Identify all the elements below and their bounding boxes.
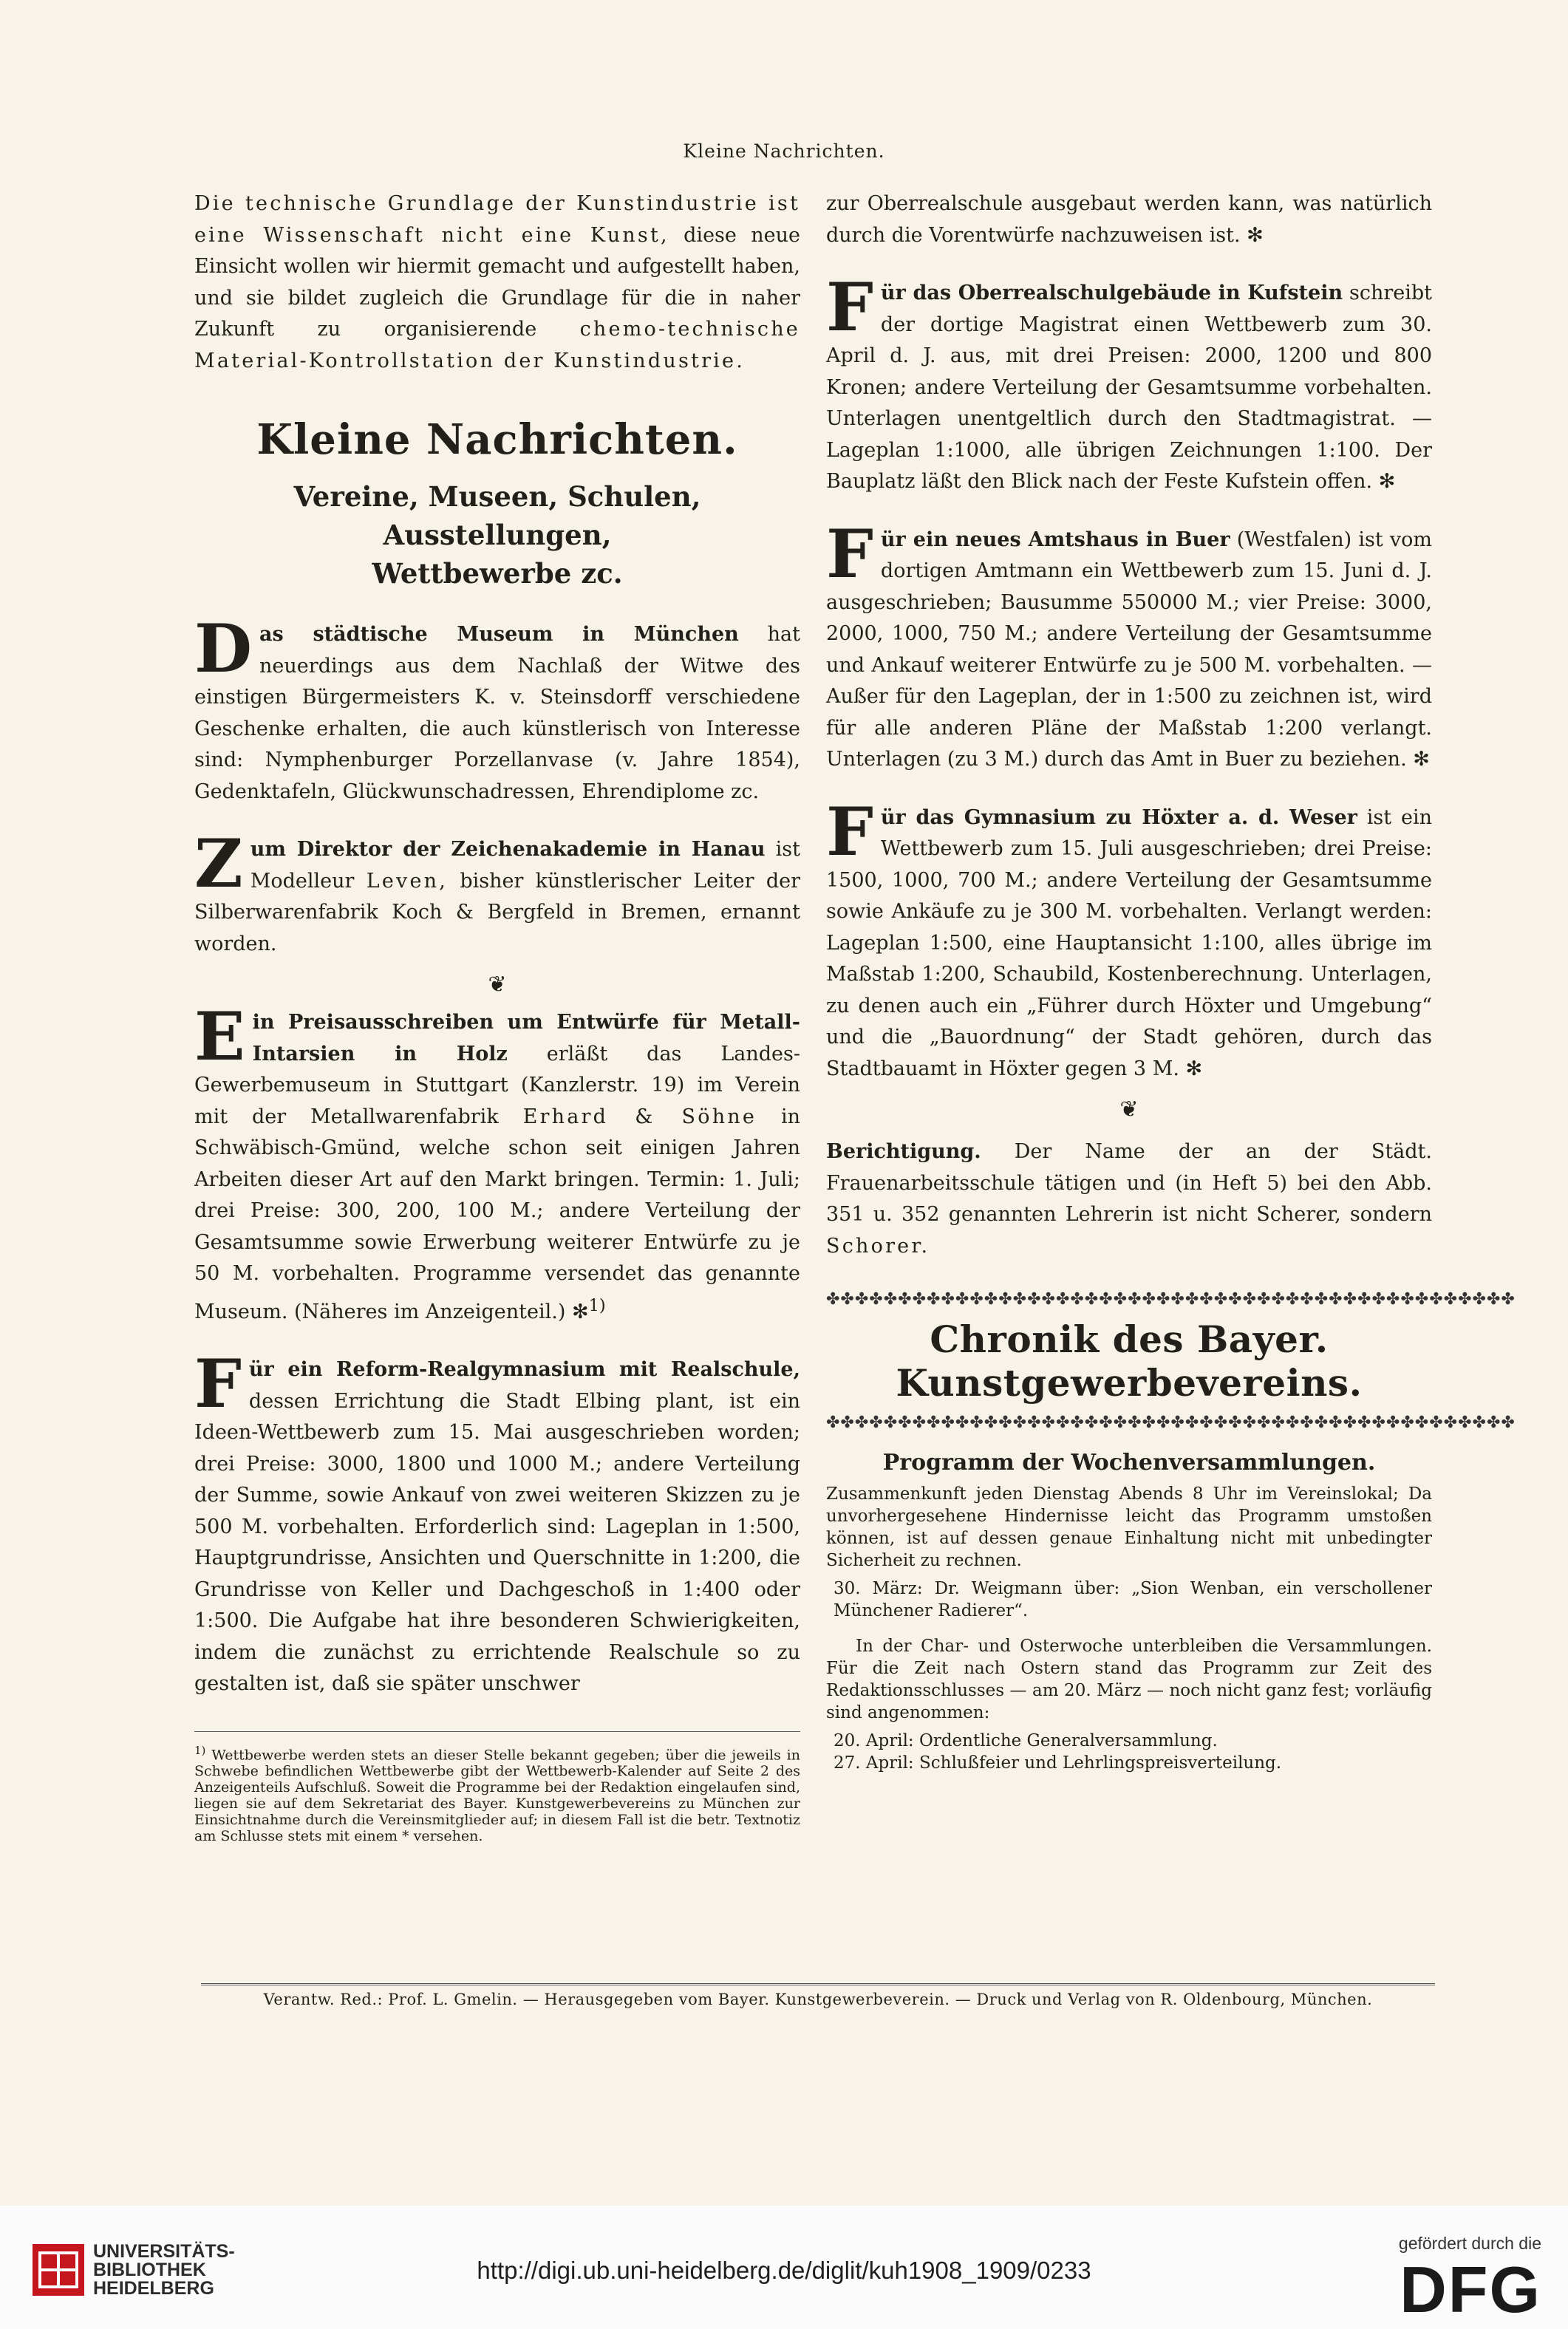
news-lead: in Preisausschreiben um Entwürfe für Metall-Intarsien in Holz bbox=[252, 1011, 800, 1065]
news-text: erläßt das Landes-Gewerbemuseum in Stuttgart (Kanzlerstr. 19) im Verein mit der Metallwarenfabrik bbox=[194, 1042, 800, 1128]
news-item-hoexter bbox=[826, 792, 1433, 1085]
drop-cap: D bbox=[194, 610, 253, 688]
news-text: ist ein Wettbewerb zum 15. Juli ausgeschrieben; drei Preise: 1500, 1000, 700 M.; andere Verteilung der Gesamtsumme sowie Ankäufe zu je 300 M. vorbehalten. Verlangt werden: Lageplan 1:500, eine Hauptansicht 1:100, alles übrige im Maßstab 1:200, Schaubild, Kostenberechnung. Unterlagen, zu denen auch ein „Führer durch Höxter und Umgebung“ und die „Bauordnung“ der Stadt gehören, durch das Stadtbauamt in Höxter gegen 3 M. ✻ bbox=[826, 805, 1433, 1080]
program-intro: Zusammenkunft jeden Dienstag Abends 8 Uhr im Vereinslokal; Da unvorhergesehene Hindernisse leicht das Programm umstoßen können, ist auf dessen genaue Einhaltung nicht mit unbedingter Sicherheit zu rechnen. bbox=[826, 1484, 1432, 1570]
running-head: Kleine Nachrichten. bbox=[683, 140, 885, 162]
news-item-hanau bbox=[194, 825, 800, 960]
intro-spaced-text-2: chemo-technische Material-Kontrollstation der Kunstindustrie. bbox=[194, 318, 800, 372]
logo-line: UNIVERSITÄTS- bbox=[93, 2241, 235, 2262]
news-text: (Westfalen) ist vom dortigen Amtmann ein Wettbewerb zum 15. Juni d. J. ausgeschrieben; Bausumme 550000 M.; vier Preise: 3000, 2000, 1000, 750 M.; andere Verteilung der Gesamtsumme und Ankauf weiterer Entwürfe zu je 500 M. vorbehalten. — Außer für den Lageplan, der in 1:500 zu zeichnen ist, wird für alle anderen Pläne der Maßstab 1:200 verlangt. Unterlagen (zu 3 M.) durch das Amt in Buer zu beziehen. ✻ bbox=[826, 528, 1432, 771]
permalink-url[interactable]: http://digi.ub.uni-heidelberg.de/diglit/kuh1908_1909/0233 bbox=[477, 2257, 1091, 2284]
news-text: ist Modelleur bbox=[250, 838, 800, 893]
news-text: hat neuerdings aus dem Nachlaß der Witwe des einstigen Bürgermeisters K. v. Steinsdorff verschiedene Geschenke erhalten, die auch künstlerisch von Interesse sind: Nymphenburger Porzellanvase (v. Jahre 1854), Gedenktafeln, Glückwunschadressen, Ehrendiplome zc. bbox=[194, 623, 801, 803]
drop-cap: F bbox=[826, 268, 873, 347]
intro-paragraph bbox=[194, 188, 800, 377]
news-lead: ür ein Reform-Realgymnasium mit Realschule, bbox=[248, 1358, 800, 1381]
footnote-reference: 1) bbox=[588, 1295, 606, 1315]
ornament-icon: ❦ bbox=[1119, 1097, 1139, 1122]
news-lead: ür das Gymnasium zu Höxter a. d. Weser bbox=[880, 805, 1357, 829]
news-item-elbing bbox=[194, 1345, 800, 1700]
drop-cap: E bbox=[194, 998, 245, 1076]
correction-text: Der Name der an der Städt. Frauenarbeitsschule tätigen und (in Heft 5) bei den Abb. 351 u. 352 genannten Lehrerin ist nicht Scherer, sondern bbox=[826, 1140, 1432, 1226]
viewer-footer bbox=[0, 2206, 1568, 2329]
intro-text: diese neue Einsicht wollen wir hiermit gemacht und aufgestellt haben, und sie bildet zugleich die Grundlage für die in naher Zukunft zu organisierende bbox=[194, 223, 800, 341]
ornamental-border-bottom: ✤✤✤✤✤✤✤✤✤✤✤✤✤✤✤✤✤✤✤✤✤✤✤✤✤✤✤✤✤✤✤✤✤✤✤✤✤✤✤✤✤✤✤✤✤✤✤✤ bbox=[826, 1414, 1516, 1432]
person-name: Leven, bbox=[366, 869, 449, 893]
news-text: bisher künstlerischer Leiter der Silberwarenfabrik Koch & Bergfeld in Bremen, ernannt worden. bbox=[194, 869, 800, 955]
news-text: dessen Errichtung die Stadt Elbing plant, ist ein Ideen-Wettbewerb zum 15. Mai ausgeschrieben worden; drei Preise: 3000, 1800 und 1000 M.; andere Verteilung der Summe, sowie Ankauf von zwei weiteren Skizzen zu je 500 M. vorbehalten. Erforderlich sind: Lageplan in 1:500, Hauptgrundrisse, Ansichten und Querschnitte in 1:200, die Grundrisse von Keller und Dachgeschoß in 1:400 oder 1:500. Die Aufgabe hat ihre besonderen Schwierigkeiten, indem die zunächst zu errichtende Realschule so zu gestalten ist, daß sie später unschwer bbox=[194, 1389, 800, 1695]
dfg-caption: gefördert durch die bbox=[1398, 2234, 1541, 2253]
drop-cap: F bbox=[826, 514, 873, 593]
footnote bbox=[194, 1731, 800, 1844]
program-entry: 20. April: Ordentliche Generalversammlung. bbox=[834, 1731, 1218, 1750]
news-item-buer bbox=[826, 514, 1432, 776]
logo-line: HEIDELBERG bbox=[93, 2278, 214, 2299]
drop-cap: Z bbox=[194, 825, 243, 903]
dfg-logo: DFG bbox=[1400, 2253, 1541, 2326]
bottom-rule bbox=[201, 1983, 1435, 1985]
news-lead: um Direktor der Zeichenakademie in Hanau bbox=[250, 838, 766, 861]
correction-note bbox=[826, 1136, 1432, 1262]
news-lead: ür ein neues Amtshaus in Buer bbox=[880, 528, 1230, 551]
news-text: schreibt der dortige Magistrat einen Wettbewerb zum 30. April d. J. aus, mit drei Preisen: 2000, 1200 und 800 Kronen; andere Verteilung der Gesamtsumme vorbehalten. Unterlagen unentgeltlich durch den Stadtmagistrat. — Lageplan 1:1000, alle übrigen Zeichnungen 1:100. Der Bauplatz läßt den Blick nach der Feste Kufstein offen. ✻ bbox=[826, 282, 1432, 493]
section-subtitle-2: Wettbewerbe zc. bbox=[372, 557, 623, 590]
program-entry: 27. April: Schlußfeier und Lehrlingspreisverteilung. bbox=[834, 1753, 1282, 1773]
program-entry: 30. März: Dr. Weigmann über: „Sion Wenban, ein verschollener Münchener Radierer“. bbox=[834, 1579, 1432, 1620]
logo-line: BIBLIOTHEK bbox=[93, 2260, 206, 2280]
footnote-marker: 1) bbox=[194, 1743, 206, 1757]
left-column bbox=[194, 188, 800, 1844]
person-name: Schorer. bbox=[826, 1234, 930, 1258]
footnote-text: Wettbewerbe werden stets an dieser Stelle bekannt gegeben; über die jeweils in Schwebe befindlichen Wettbewerbe gibt der Wettbewerb-Kalender auf Seite 2 des Anzeigenteils Aufschluß. Soweit die Programme bei der Redaktion eingelaufen sind, liegen sie auf dem Sekretariat des Bayer. Kunstgewerbevereins zu München zur Einsichtnahme durch die Vereinsmitglieder auf; in diesem Fall ist die betr. Textnotiz am Schlusse stets mit einem * versehen. bbox=[194, 1746, 800, 1844]
section-title: Kleine Nachrichten. bbox=[256, 415, 738, 464]
ornament-icon: ❦ bbox=[488, 972, 507, 998]
news-text: in Schwäbisch-Gmünd, welche schon seit einigen Jahren Arbeiten dieser Art auf den Markt bringen. Termin: 1. Juli; drei Preise: 300, 200, 100 M.; andere Verteilung der Gesamtsumme sowie Erwerbung weiterer Entwürfe zu je 50 M. vorbehalten. Programme versendet das genannte Museum. (Näheres im Anzeigenteil.) ✻ bbox=[194, 1105, 800, 1323]
section-subtitle: Vereine, Museen, Schulen, Ausstellungen, bbox=[293, 480, 701, 551]
news-item-stuttgart bbox=[194, 998, 800, 1328]
program-note: In der Char- und Osterwoche unterbleiben die Versammlungen. Für die Zeit nach Ostern stand das Programm zur Zeit des Redaktionsschlusses — am 20. März — noch nicht ganz fest; vorläufig sind angenommen: bbox=[826, 1637, 1432, 1722]
drop-cap: F bbox=[826, 792, 873, 871]
company-name: Erhard & Söhne bbox=[522, 1105, 757, 1128]
right-column bbox=[826, 188, 1516, 1774]
news-lead: ür das Oberrealschulgebäude in Kufstein bbox=[880, 282, 1343, 304]
news-lead: as städtische Museum in München bbox=[259, 623, 739, 646]
intro-spaced-text: Die technische Grundlage der Kunstindustrie ist eine Wissenschaft nicht eine Kunst, bbox=[194, 192, 800, 247]
imprint: Verantw. Red.: Prof. L. Gmelin. — Herausgegeben vom Bayer. Kunstgewerbeverein. — Druck und Verlag von R. Oldenbourg, München. bbox=[263, 1991, 1373, 2008]
program-title: Programm der Wochenversammlungen. bbox=[882, 1450, 1376, 1476]
correction-lead: Berichtigung. bbox=[826, 1140, 981, 1163]
continued-text: zur Oberrealschule ausgebaut werden kann, was natürlich durch die Vorentwürfe nachzuweisen ist. ✻ bbox=[826, 192, 1432, 247]
news-item-kufstein bbox=[826, 268, 1432, 498]
chronik-title: Chronik des Bayer. Kunstgewerbevereins. bbox=[896, 1317, 1363, 1405]
ornamental-border-top: ✤✤✤✤✤✤✤✤✤✤✤✤✤✤✤✤✤✤✤✤✤✤✤✤✤✤✤✤✤✤✤✤✤✤✤✤✤✤✤✤✤✤✤✤✤✤✤✤ bbox=[826, 1290, 1516, 1309]
drop-cap: F bbox=[194, 1345, 242, 1423]
news-item-museum bbox=[194, 610, 801, 808]
